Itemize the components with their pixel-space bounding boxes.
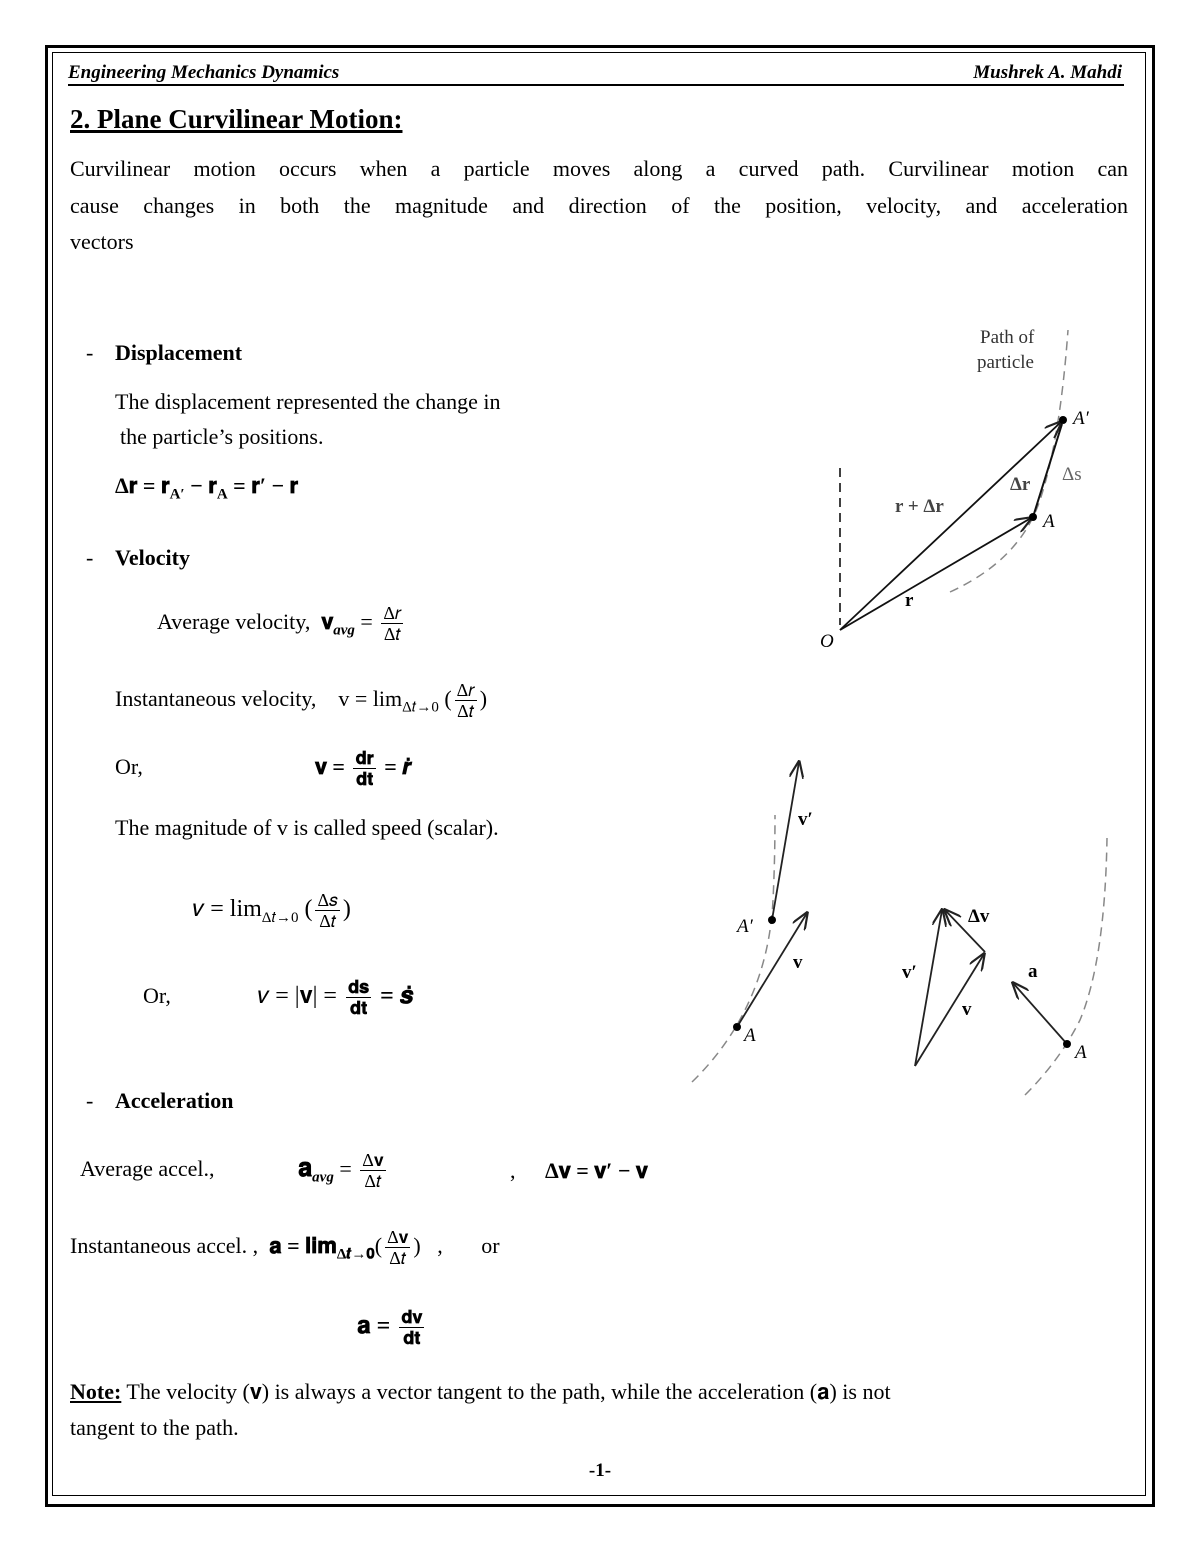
vector-r (840, 518, 1031, 630)
eq-part: 𝐚 = (357, 1313, 391, 1339)
instantaneous-velocity-equation: Instantaneous velocity, $v = \lim_{\Delta 𝑡\to 0}$ ( $\frac{\text{Δ𝑟}}{\text{Δ𝑡}}$ ) (115, 680, 488, 722)
eq-part: 𝐯 = (315, 754, 345, 779)
denominator: 𝐝𝐭 (349, 997, 368, 1018)
denominator: 𝐝𝐭 (403, 1327, 421, 1348)
label: Δr (1010, 474, 1031, 495)
label: v (793, 952, 803, 973)
eq-part: 𝐚 (298, 1155, 313, 1182)
eq-sub: A (216, 486, 228, 503)
note-text: The velocity (𝐯) is always a vector tangent to the path, while the acceleration (𝐚) is not (126, 1379, 891, 1404)
denominator: Δ𝑡 (389, 1248, 407, 1269)
displacement-text-2: the particle’s positions. (120, 424, 324, 449)
label: A (744, 1025, 756, 1046)
displacement-text-1: The displacement represented the change in (115, 389, 501, 414)
eq-part: = (339, 1156, 352, 1181)
label: r + Δr (895, 496, 944, 517)
velocity-heading: Velocity (115, 545, 190, 570)
eq-part: 𝐯 (321, 609, 334, 634)
denominator: Δ𝑡 (319, 910, 337, 931)
bullet: - (86, 340, 94, 365)
vector-r-plus-dr (840, 422, 1061, 630)
comma: , (510, 1158, 516, 1183)
acceleration-diagram (1013, 838, 1107, 1095)
note-line-2: tangent to the path. (70, 1415, 239, 1440)
eq-sub: Δ𝒕→𝟎 (336, 1246, 375, 1263)
point-A (733, 1023, 741, 1031)
particle-path (692, 815, 775, 1082)
label: Δv (968, 906, 990, 927)
numerator: 𝐝𝐯 (401, 1306, 423, 1327)
velocity-triangle-diagram (902, 906, 990, 1066)
numerator: Δ𝐯 (387, 1227, 409, 1248)
numerator: Δ𝐯 (362, 1150, 384, 1171)
numerator: Δ𝑟 (383, 603, 402, 624)
speed-limit-equation: 𝑣 = $\lim_{\Delta 𝑡\to 0}$ ( $\frac{\text{Δ𝑠}}{\text{Δ𝑡}}$ ) (193, 889, 351, 931)
label: A (1043, 511, 1055, 532)
label: Δs (1062, 464, 1082, 485)
point-A (1063, 1040, 1071, 1048)
denominator: Δ𝑡 (364, 1171, 382, 1192)
header-author: Mushrek A. Mahdi (973, 62, 1122, 83)
eq-sub: Δ𝑡→0 (402, 699, 439, 716)
label: v′ (902, 962, 917, 983)
header-course: Engineering Mechanics Dynamics (68, 62, 340, 83)
intro-line-2: cause changes in both the magnitude and direction of the position, velocity, and acceleration (70, 193, 1128, 218)
label: Average velocity, (157, 609, 311, 634)
label: O (820, 631, 834, 652)
numerator: Δ𝑟 (456, 680, 475, 701)
eq-part: = (360, 609, 373, 634)
denominator: Δ𝑡 (383, 624, 401, 645)
speed-text: The magnitude of v is called speed (scalar). (115, 815, 499, 840)
numerator: 𝐝𝐫 (355, 748, 374, 769)
instantaneous-accel-equation: Instantaneous accel. , 𝐚 = 𝐥𝐢𝐦$_{\Delta 𝒕\to 𝟎}$( $\frac{\text{Δ𝐯}}{\text{Δ𝑡}}$ ) , or (70, 1227, 500, 1269)
average-accel-label: Average accel., (80, 1156, 215, 1181)
page-number: -1- (588, 1460, 612, 1481)
label: a (1028, 961, 1038, 982)
eq-part: 𝑣 = lim (193, 896, 262, 922)
label: Path of (980, 327, 1035, 348)
vector-v-prime (772, 762, 799, 920)
comma: , (437, 1233, 443, 1258)
point-A-prime (1059, 416, 1067, 424)
label: v (962, 999, 972, 1020)
point-A (1029, 513, 1037, 521)
eq-sub: Δ𝑡→0 (261, 909, 299, 926)
or-label: Or, (115, 754, 143, 779)
label: r (905, 590, 914, 611)
label: particle (977, 352, 1034, 373)
intro-line-3: vectors (70, 229, 134, 254)
bullet: - (86, 1088, 94, 1113)
eq-part: = 𝐫′ − 𝐫 (233, 473, 299, 498)
or-label: Or, (143, 983, 171, 1008)
position-vector-diagram (820, 327, 1090, 652)
denominator: Δ𝑡 (457, 701, 475, 722)
displacement-heading: Displacement (115, 340, 243, 365)
eq-sub: avg (312, 1169, 334, 1186)
label: A (1075, 1042, 1087, 1063)
bullet: - (86, 545, 94, 570)
label: A′ (737, 916, 753, 937)
label: v′ (798, 809, 813, 830)
eq-part: v = lim (338, 686, 403, 711)
delta-v-equation: Δ𝐯 = 𝐯′ − 𝐯 (545, 1158, 648, 1183)
eq-sub: avg (333, 622, 355, 639)
label: Instantaneous velocity, (115, 686, 317, 711)
note-label: Note: (70, 1379, 122, 1404)
eq-part: = 𝒔̇ (380, 983, 414, 1009)
eq-part: − 𝐫 (190, 473, 217, 498)
numerator: 𝐝𝐬 (347, 976, 370, 997)
eq-part: 𝐚 = 𝐥𝐢𝐦 (269, 1233, 337, 1258)
eq-part: 𝑣 = |𝐯| = (258, 983, 337, 1009)
eq-part: = 𝒓̇ (384, 754, 412, 779)
intro-line-1: Curvilinear motion occurs when a particle moves along a curved path. Curvilinear motion can (70, 156, 1128, 181)
eq-part: Δ𝐫 (115, 473, 138, 498)
acceleration-heading: Acceleration (115, 1088, 234, 1113)
eq-part: = 𝐫 (142, 473, 170, 498)
page-title: 2. Plane Curvilinear Motion: (70, 104, 403, 134)
numerator: Δ𝑠 (317, 889, 338, 910)
vector-a (1013, 983, 1067, 1044)
or-label: or (481, 1233, 500, 1258)
label: Instantaneous accel. , (70, 1233, 259, 1258)
point-A-prime (768, 916, 776, 924)
eq-sub: A′ (169, 486, 185, 503)
velocity-tangent-diagram (692, 762, 813, 1082)
label: A′ (1073, 408, 1089, 429)
vector-delta-r (1033, 424, 1062, 517)
denominator: 𝐝𝐭 (355, 769, 374, 790)
